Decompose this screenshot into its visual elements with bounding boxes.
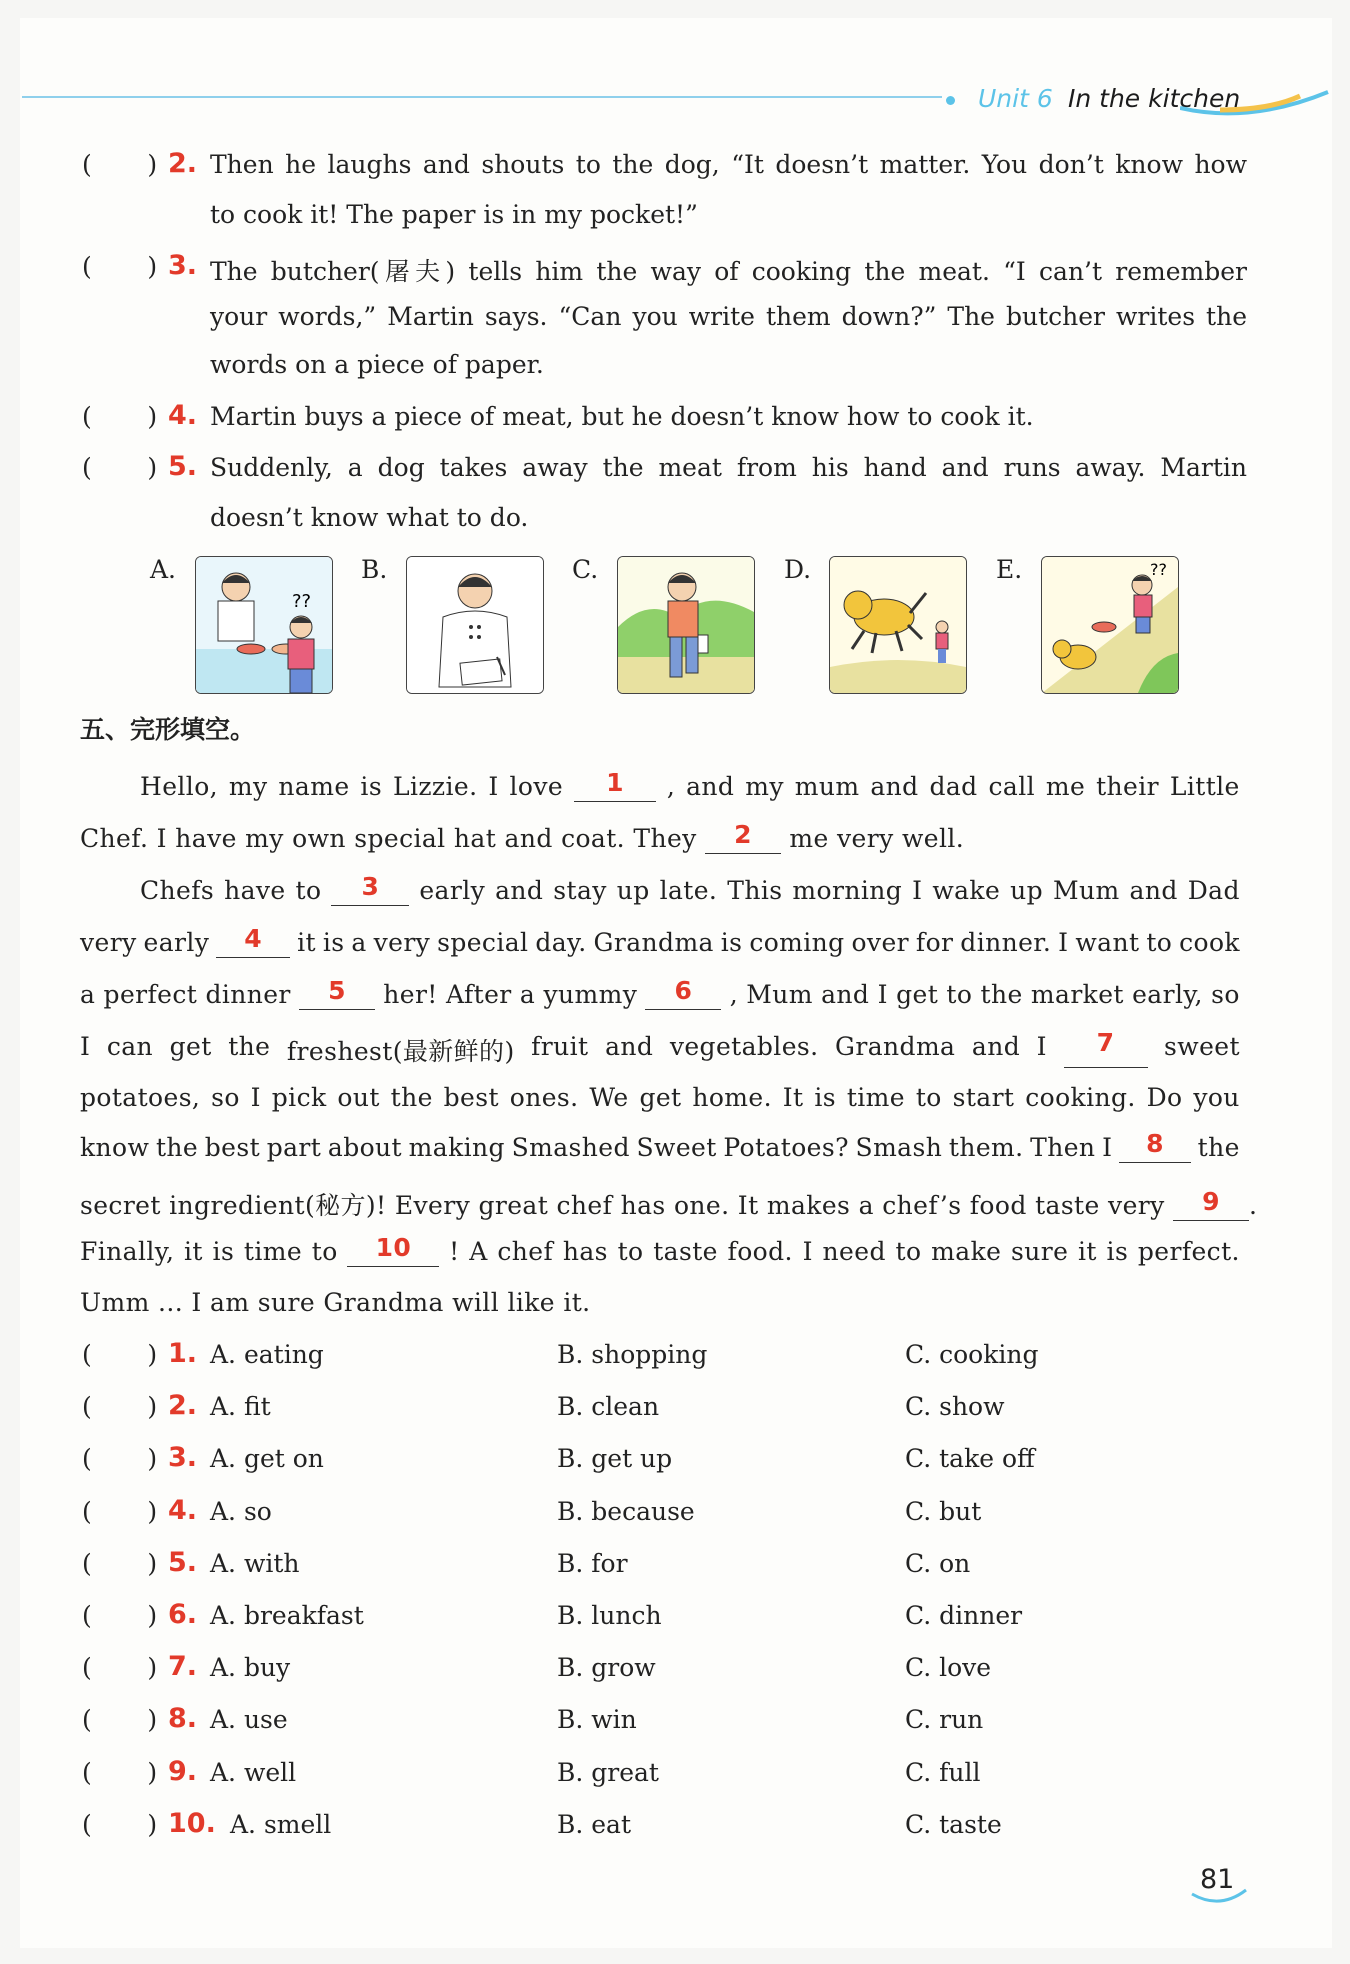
passage-word: wake xyxy=(932,876,1001,905)
passage-word: it xyxy=(297,928,316,957)
option-a[interactable]: A. breakfast xyxy=(210,1601,364,1630)
header-title: In the kitchen xyxy=(1068,84,1241,113)
passage-line xyxy=(80,976,1240,1010)
passage-word: home. xyxy=(692,1083,772,1112)
option-a[interactable]: A. smell xyxy=(230,1809,332,1839)
passage-word: cook xyxy=(1179,928,1240,957)
passage-word: very xyxy=(373,928,431,957)
passage-word: a xyxy=(351,928,367,957)
passage-word: I xyxy=(802,1237,813,1266)
passage-word: Grandma xyxy=(593,928,714,957)
passage-word: is xyxy=(814,1083,836,1112)
passage-word: best xyxy=(204,1133,261,1162)
passage-word: get xyxy=(896,980,939,1009)
passage-word: can xyxy=(106,1032,154,1061)
passage-word: is xyxy=(360,772,383,801)
blank-6[interactable] xyxy=(645,976,721,1010)
passage-word: market xyxy=(1030,980,1124,1009)
passage-word: food. xyxy=(727,1237,793,1266)
passage-word: and xyxy=(495,876,544,905)
passage-word: I xyxy=(877,980,888,1009)
question-number: 10. xyxy=(168,1807,216,1839)
picture-label: E. xyxy=(996,555,1023,584)
passage-word: cooking. xyxy=(1025,1083,1136,1112)
answer-paren[interactable]: ( ) xyxy=(82,1548,158,1578)
passage-word: to xyxy=(295,876,322,905)
passage-word: mum xyxy=(794,772,860,801)
passage-word: the xyxy=(1197,1133,1240,1162)
blank-8[interactable] xyxy=(1119,1129,1191,1163)
passage-word: taste xyxy=(653,1237,718,1266)
passage-word: is xyxy=(322,928,345,957)
passage-text: me very well. xyxy=(781,824,965,853)
passage-word: start xyxy=(952,1083,1015,1112)
option-a[interactable]: A. use xyxy=(210,1705,288,1735)
passage-word: ones. xyxy=(509,1083,579,1112)
answer-paren[interactable]: ( ) xyxy=(82,1444,158,1474)
passage-word: out xyxy=(337,1083,380,1112)
question-number: 1. xyxy=(168,1338,198,1369)
option-c[interactable]: C. but xyxy=(905,1496,982,1526)
passage-word: the xyxy=(228,1032,271,1061)
passage-word: and xyxy=(971,1032,1021,1061)
picture-label: C. xyxy=(572,555,599,584)
sentence-line: The butcher(屠夫) tells him the way of cooking the meat. “I can’t remember xyxy=(210,257,1247,286)
passage-word: is xyxy=(720,928,743,957)
passage-word: Then xyxy=(1030,1133,1096,1162)
picture-boy-walking xyxy=(617,556,755,694)
passage-word: It xyxy=(782,1083,804,1112)
blank-number: 1 xyxy=(606,768,624,797)
answer-paren[interactable]: ( ) xyxy=(82,1496,158,1526)
option-a[interactable]: A. eating xyxy=(210,1340,324,1369)
question-number: 4. xyxy=(168,1494,198,1526)
passage-text: Umm ... I am sure Grandma will like it. xyxy=(80,1288,591,1317)
passage-word: dad xyxy=(929,772,978,801)
passage-word: the xyxy=(980,980,1023,1009)
passage-word: up xyxy=(616,876,650,905)
passage-line xyxy=(80,924,1240,958)
passage-word: special xyxy=(437,928,529,957)
blank-1[interactable] xyxy=(574,768,656,802)
answer-paren[interactable]: ( ) xyxy=(82,1757,158,1787)
passage-word: Little xyxy=(1169,772,1240,801)
passage-word: and xyxy=(1129,876,1178,905)
passage-word: I xyxy=(80,1032,91,1061)
option-c[interactable]: C. on xyxy=(905,1548,971,1578)
blank-3[interactable] xyxy=(331,872,409,906)
passage-word: I xyxy=(912,876,923,905)
question-number: 9. xyxy=(168,1755,198,1787)
passage-word: making xyxy=(408,1133,505,1162)
option-a[interactable]: A. with xyxy=(210,1548,300,1578)
question-number: 8. xyxy=(168,1703,198,1735)
passage-word: to xyxy=(915,1083,942,1112)
option-b[interactable]: B. for xyxy=(557,1548,628,1578)
question-number: 2. xyxy=(168,1390,198,1422)
passage-word: early, xyxy=(1132,980,1203,1009)
passage-word: sure xyxy=(1011,1237,1069,1266)
blank-number: 4 xyxy=(244,924,263,953)
passage-line xyxy=(80,1083,1240,1112)
svg-text:??: ?? xyxy=(1150,560,1167,579)
passage-word: me xyxy=(1045,772,1086,801)
blank-5[interactable] xyxy=(299,976,375,1010)
answer-paren[interactable]: ( ) xyxy=(82,1340,158,1369)
blank-2[interactable] xyxy=(705,820,781,854)
passage-word: Mum xyxy=(1052,876,1120,905)
passage-word: and xyxy=(605,1032,654,1061)
option-c[interactable]: C. taste xyxy=(905,1809,1002,1839)
option-b[interactable]: B. get up xyxy=(557,1444,673,1474)
passage-word: time xyxy=(846,1083,905,1112)
blank-number: 6 xyxy=(674,976,693,1005)
picture-label: D. xyxy=(784,555,812,584)
header-unit: Unit 6 xyxy=(978,84,1053,113)
passage-word: part xyxy=(266,1133,322,1162)
blank-number: 8 xyxy=(1146,1129,1164,1158)
passage-word: pick xyxy=(271,1083,327,1112)
option-a[interactable]: A. buy xyxy=(210,1653,291,1683)
passage-word: Finally, xyxy=(80,1237,175,1266)
passage-line xyxy=(80,1129,1240,1163)
passage-word: , xyxy=(666,772,676,801)
sentence-line: Suddenly, a dog takes away the meat from his hand and runs away. Martin xyxy=(210,453,1247,482)
passage-word: over xyxy=(851,928,910,957)
header-dot xyxy=(946,96,955,105)
option-b[interactable]: B. clean xyxy=(557,1392,660,1422)
passage-word: Potatoes? xyxy=(723,1133,849,1162)
sentence-line: doesn’t know what to do. xyxy=(210,503,529,532)
blank-7[interactable] xyxy=(1064,1028,1148,1068)
passage-word: about xyxy=(327,1133,402,1162)
passage-word: I xyxy=(1058,928,1069,957)
passage-word: morning xyxy=(792,876,903,905)
passage-word: and xyxy=(686,772,735,801)
passage-word: a xyxy=(80,980,96,1009)
passage-word: my xyxy=(745,772,784,801)
passage-word: sweet xyxy=(1164,1032,1240,1061)
passage-word: them. xyxy=(948,1133,1024,1162)
passage-word: perfect. xyxy=(1137,1237,1240,1266)
sentence-line: to cook it! The paper is in my pocket!” xyxy=(210,200,698,229)
passage-word: it xyxy=(1078,1237,1097,1266)
passage-word: to xyxy=(1146,928,1173,957)
answer-paren[interactable]: ( ) xyxy=(82,402,158,431)
passage-word: I xyxy=(1102,1133,1113,1162)
passage-word: day. xyxy=(535,928,587,957)
passage-word: have xyxy=(224,876,286,905)
passage-word: name xyxy=(278,772,350,801)
passage-word: Dad xyxy=(1187,876,1240,905)
passage-word: get xyxy=(169,1032,212,1061)
option-c[interactable]: C. cooking xyxy=(905,1340,1039,1369)
passage-word: best xyxy=(443,1083,499,1112)
passage-word: and xyxy=(870,772,919,801)
picture-label: B. xyxy=(361,555,388,584)
passage-line xyxy=(80,1288,591,1317)
passage-word: early xyxy=(419,876,486,905)
passage-word: perfect xyxy=(103,980,198,1009)
passage-word: for xyxy=(915,928,954,957)
blank-number: 9 xyxy=(1202,1187,1220,1216)
passage-word: need xyxy=(822,1237,886,1266)
blank-10[interactable] xyxy=(347,1233,439,1267)
sentence-line: Martin buys a piece of meat, but he doesn’t know how to cook it. xyxy=(210,402,1034,431)
option-a[interactable]: A. so xyxy=(210,1496,272,1526)
passage-word: get xyxy=(639,1083,682,1112)
answer-paren[interactable]: ( ) xyxy=(82,1392,158,1422)
blank-number: 7 xyxy=(1096,1028,1115,1057)
passage-word: has xyxy=(562,1237,608,1266)
picture-label: A. xyxy=(150,555,177,584)
passage-word: you xyxy=(1193,1083,1240,1112)
option-b[interactable]: B. grow xyxy=(557,1653,656,1683)
option-a[interactable]: A. fit xyxy=(210,1392,271,1422)
option-c[interactable]: C. full xyxy=(905,1757,981,1787)
blank-number: 3 xyxy=(361,872,380,901)
passage-word: Hello, xyxy=(140,772,218,801)
passage-word: up xyxy=(1010,876,1044,905)
passage-line xyxy=(80,1233,1240,1267)
passage-word: know xyxy=(80,1133,150,1162)
passage-word: Grandma xyxy=(835,1032,956,1061)
passage-word: so xyxy=(211,1083,240,1112)
picture-dog-and-boy xyxy=(1041,556,1179,694)
passage-word: After xyxy=(446,980,512,1009)
answer-paren[interactable]: ( ) xyxy=(82,1809,158,1839)
passage-word: dinner. xyxy=(960,928,1052,957)
blank-number: 2 xyxy=(734,820,752,849)
header-rule xyxy=(22,96,942,98)
passage-line xyxy=(80,820,965,854)
option-c[interactable]: C. love xyxy=(905,1653,992,1683)
option-c[interactable]: C. take off xyxy=(905,1444,1035,1474)
question-number: 6. xyxy=(168,1599,198,1630)
passage-word: coming xyxy=(749,928,845,957)
passage-word: Smashed xyxy=(511,1133,630,1162)
item-number: 5. xyxy=(168,451,198,482)
passage-word: love xyxy=(509,772,564,801)
passage-word: chef xyxy=(497,1237,554,1266)
passage-word: their xyxy=(1096,772,1159,801)
sentence-line: Then he laughs and shouts to the dog, “It doesn’t matter. You don’t know how xyxy=(210,150,1247,179)
option-b[interactable]: B. lunch xyxy=(557,1601,662,1630)
page-number-arc-icon xyxy=(1190,1888,1250,1908)
option-c[interactable]: C. dinner xyxy=(905,1601,1023,1630)
passage-word: a xyxy=(519,980,536,1009)
passage-word: I xyxy=(250,1083,261,1112)
blank-number: 5 xyxy=(328,976,346,1005)
passage-word: is xyxy=(1106,1237,1129,1266)
picture-butcher-writing xyxy=(406,556,544,694)
passage-word: early xyxy=(143,928,210,957)
passage-text: . xyxy=(1249,1191,1258,1220)
passage-word: , xyxy=(729,980,739,1009)
passage-word: Mum xyxy=(746,980,813,1009)
passage-word: very xyxy=(80,928,137,957)
passage-word: stay xyxy=(553,876,607,905)
answer-paren[interactable]: ( ) xyxy=(82,150,158,179)
passage-word: to xyxy=(617,1237,644,1266)
passage-word: her! xyxy=(383,980,438,1009)
passage-word: to xyxy=(311,1237,338,1266)
answer-paren[interactable]: ( ) xyxy=(82,252,158,281)
passage-word: make xyxy=(931,1237,1002,1266)
blank-9[interactable] xyxy=(1173,1187,1249,1221)
option-c[interactable]: C. run xyxy=(905,1705,984,1735)
passage-word: Smash xyxy=(855,1133,943,1162)
item-number: 3. xyxy=(168,250,198,281)
option-b[interactable]: B. great xyxy=(557,1757,659,1787)
question-number: 5. xyxy=(168,1546,198,1578)
passage-word: Lizzie. xyxy=(392,772,478,801)
passage-text: Chef. I have my own special hat and coat. They xyxy=(80,824,706,853)
passage-word: This xyxy=(727,876,783,905)
picture-dog-running xyxy=(829,556,967,694)
passage-word: call xyxy=(988,772,1035,801)
sentence-line: words on a piece of paper. xyxy=(210,350,544,379)
blank-number: 10 xyxy=(375,1233,412,1262)
passage-word: freshest(最新鲜的) xyxy=(286,1037,515,1066)
answer-paren[interactable]: ( ) xyxy=(82,1601,158,1630)
passage-line xyxy=(80,1186,1257,1222)
passage-word: to xyxy=(946,980,973,1009)
passage-word: Chefs xyxy=(140,876,215,905)
option-b[interactable]: B. shopping xyxy=(557,1340,708,1369)
option-b[interactable]: B. win xyxy=(557,1705,637,1735)
item-number: 4. xyxy=(168,400,198,431)
passage-word: Do xyxy=(1146,1083,1183,1112)
passage-line xyxy=(140,768,1240,802)
sentence-line: your words,” Martin says. “Can you write them down?” The butcher writes the xyxy=(210,302,1247,331)
svg-text:??: ?? xyxy=(292,591,312,612)
passage-word: I xyxy=(1036,1032,1047,1061)
passage-word: my xyxy=(228,772,268,801)
passage-word: the xyxy=(155,1133,199,1162)
passage-line xyxy=(80,1028,1240,1068)
option-b[interactable]: B. eat xyxy=(557,1809,632,1839)
passage-word: time xyxy=(243,1237,303,1266)
page-number: 81 xyxy=(1200,1864,1235,1895)
passage-word: and xyxy=(821,980,870,1009)
passage-word: ! xyxy=(449,1237,460,1266)
section-title: 五、完形填空。 xyxy=(80,715,256,744)
passage-word: is xyxy=(212,1237,235,1266)
header-swoosh-icon xyxy=(1180,88,1330,124)
option-a[interactable]: A. well xyxy=(210,1757,297,1787)
question-number: 7. xyxy=(168,1651,198,1683)
passage-word: want xyxy=(1075,928,1140,957)
passage-word: late. xyxy=(659,876,718,905)
passage-word: it xyxy=(184,1237,203,1266)
passage-word: fruit xyxy=(531,1032,589,1061)
answer-paren[interactable]: ( ) xyxy=(82,1705,158,1735)
passage-word: yummy xyxy=(543,980,638,1009)
passage-word: potatoes, xyxy=(80,1083,201,1112)
passage-text: secret ingredient(秘方)! Every great chef has one. It makes a chef’s food taste very xyxy=(80,1191,1173,1220)
passage-word: so xyxy=(1211,980,1240,1009)
picture-butcher-and-boy xyxy=(195,556,333,694)
option-a[interactable]: A. get on xyxy=(210,1444,324,1474)
answer-paren[interactable]: ( ) xyxy=(82,453,158,482)
option-c[interactable]: C. show xyxy=(905,1392,1005,1422)
option-b[interactable]: B. because xyxy=(557,1496,695,1526)
passage-word: vegetables. xyxy=(669,1032,819,1061)
passage-word: I xyxy=(488,772,499,801)
passage-word: the xyxy=(390,1083,433,1112)
passage-word: dinner xyxy=(205,980,291,1009)
passage-word: A xyxy=(469,1237,488,1266)
item-number: 2. xyxy=(168,148,198,179)
passage-line xyxy=(140,872,1240,906)
passage-word: Sweet xyxy=(636,1133,717,1162)
passage-word: to xyxy=(895,1237,922,1266)
blank-4[interactable] xyxy=(216,924,290,958)
question-number: 3. xyxy=(168,1442,198,1474)
answer-paren[interactable]: ( ) xyxy=(82,1653,158,1683)
passage-word: We xyxy=(589,1083,629,1112)
